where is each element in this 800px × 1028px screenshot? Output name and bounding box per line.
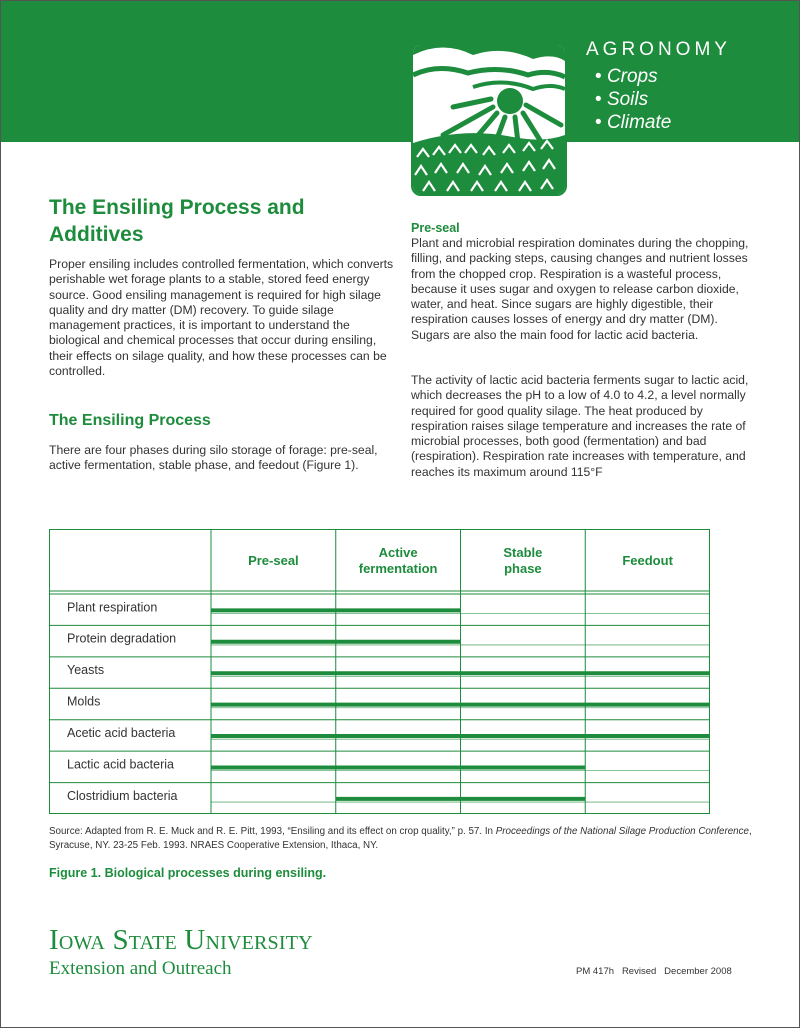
process-label: Plant respiration: [67, 600, 158, 615]
topic-crops: • Crops: [595, 65, 671, 88]
process-label: Acetic acid bacteria: [67, 726, 176, 740]
header-banner: [1, 1, 800, 142]
process-table-svg: [49, 529, 710, 814]
sun-field-logo-icon: [413, 45, 565, 194]
source-note: [49, 825, 759, 853]
process-label: Protein degradation: [67, 631, 177, 646]
intro-paragraph: Proper ensiling includes controlled fermentation, which converts perishable wet forage plants to a stable, stored feed energy source. Good ensiling management is required for high silage quality and dry matter (DM) recovery. To guide silage management practices, it is important to understand the biological and chemical processes that occur during ensiling, their effects on silage quality, and how these processes can be controlled.: [49, 257, 394, 379]
process-label: Molds: [67, 694, 101, 709]
topic-climate: • Climate: [595, 111, 671, 134]
publication-id: PM 417h Revised December 2008: [576, 966, 732, 977]
phase-header-0: Pre-seal: [248, 553, 299, 568]
phase-header-2: Stable phase: [503, 545, 543, 576]
preseal-heading: Pre-seal: [411, 221, 460, 235]
process-label: Clostridium bacteria: [67, 788, 178, 803]
preseal-paragraph: Plant and microbial respiration dominates during the chopping, filling, and packing steps, causing changes and nutrient losses from the chopped crop. Respiration is a wasteful process, because it uses sugar and oxygen to release carbon dioxide, water, and heat. Since sugars are highly digestible, their respiration causes losses of energy and dry matter (DM). Sugars are also the main food for lactic acid bacteria.: [411, 236, 749, 342]
process-label: Yeasts: [67, 663, 105, 678]
university-wordmark: Iowa State University: [49, 924, 313, 956]
process-table: [49, 529, 710, 814]
article-title: The Ensiling Process and Additives: [49, 196, 305, 246]
agronomy-label: AGRONOMY: [586, 39, 731, 60]
phase-header-3: Feedout: [622, 553, 673, 568]
topic-soils: • Soils: [595, 88, 671, 111]
topic-list: [595, 65, 671, 134]
source-prefix: Source: Adapted from R. E. Muck and R. E. Pitt, 1993, “Ensiling and its effect on crop quality,” p. 57. In: [49, 826, 496, 837]
process-label: Lactic acid bacteria: [67, 757, 175, 772]
phases-paragraph: There are four phases during silo storage of forage: pre-seal, active fermentation, stable phase, and feedout (Figure 1).: [49, 443, 378, 473]
lactic-paragraph: The activity of lactic acid bacteria ferments sugar to lactic acid, which decreases the pH to a low of 4.0 to 4.2, a level normally required for good quality silage. The heat produced by respiration raises silage temperature and increases the rate of microbial processes, both good (fermentation) and bad (respiration). Respiration rate increases with temperature, and reaches its maximum around 115°F: [411, 373, 749, 479]
phase-header-1: Active fermentation: [358, 545, 438, 576]
extension-wordmark: Extension and Outreach: [49, 958, 232, 979]
section-heading: The Ensiling Process: [49, 412, 211, 429]
agronomy-logo: [411, 43, 567, 196]
figure-caption: Figure 1. Biological processes during ensiling.: [49, 866, 327, 880]
source-suffix: , Syracuse, NY. 23-25 Feb. 1993. NRAES Cooperative Extension, Ithaca, NY.: [49, 826, 752, 851]
source-italic: Proceedings of the National Silage Production Conference: [495, 826, 749, 837]
